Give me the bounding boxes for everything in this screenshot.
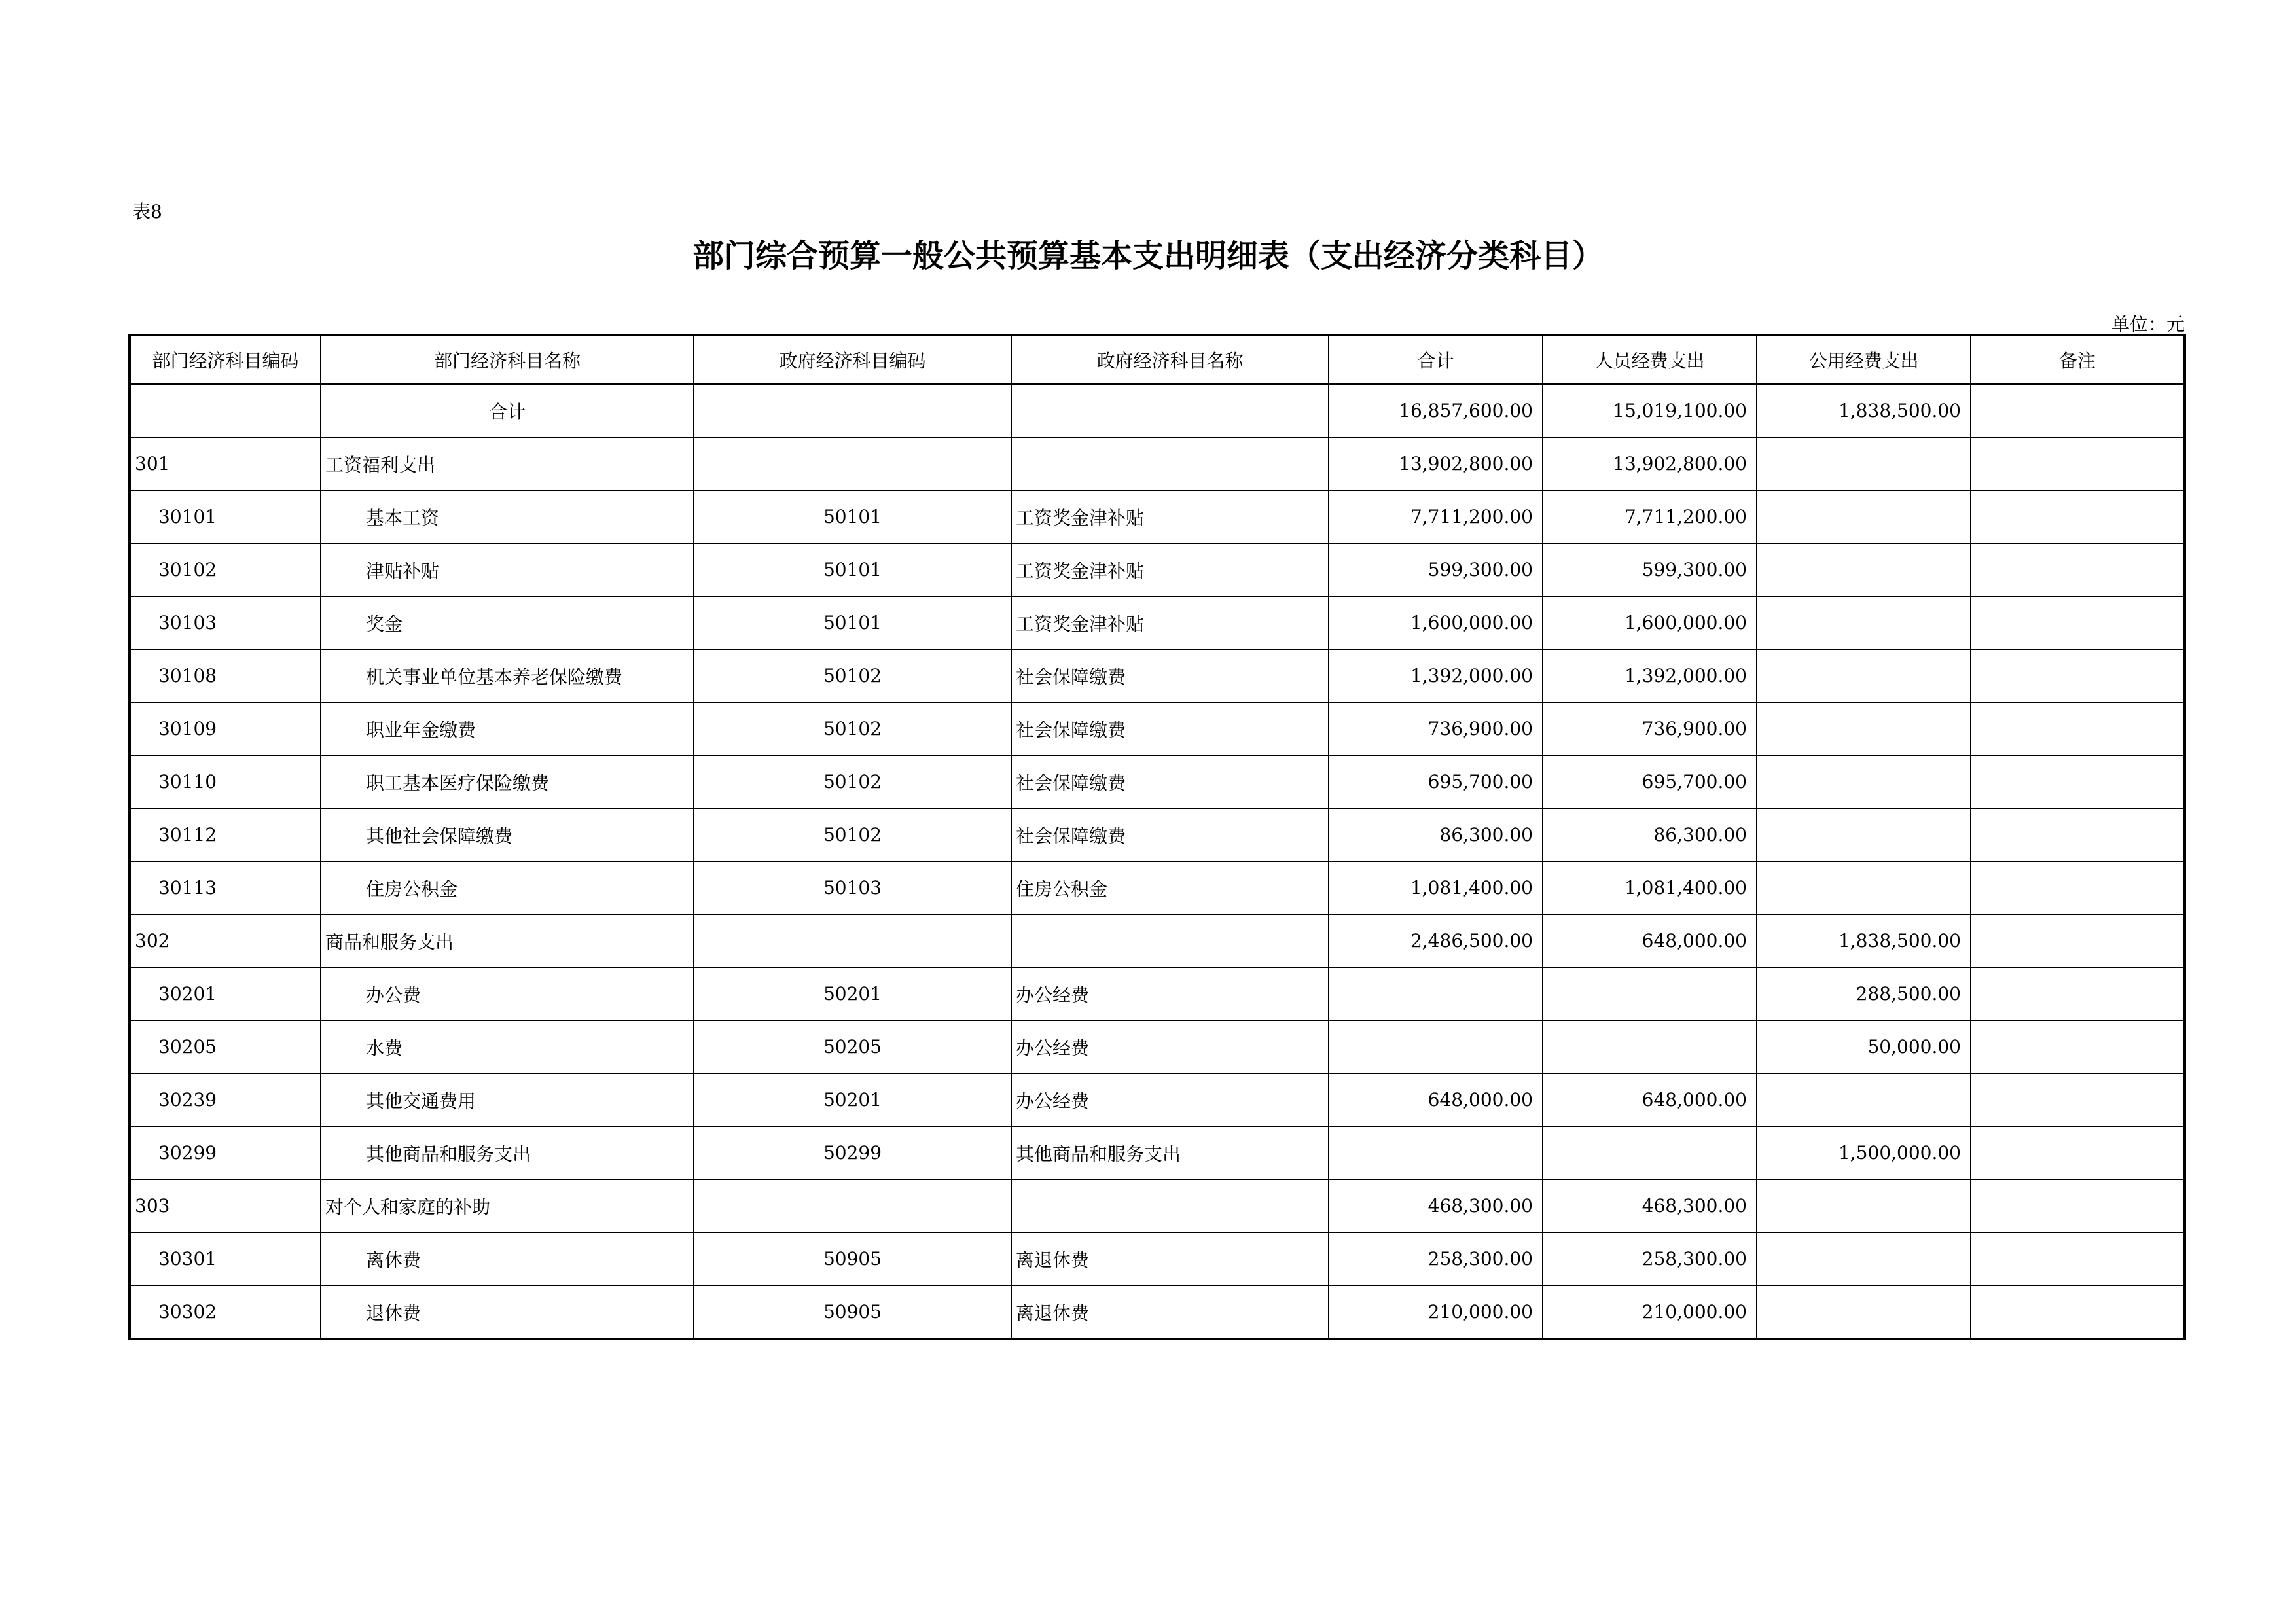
table-row [130,702,2185,755]
cell-dept-name: 办公费 [321,967,694,1020]
table-body [130,384,2185,1339]
cell-note [1971,490,2185,543]
cell-note [1971,755,2185,808]
cell-note [1971,1073,2185,1126]
table-row [130,914,2185,967]
cell-gov-code: 50201 [694,1073,1011,1126]
cell-personnel: 1,600,000.00 [1543,596,1757,649]
cell-note [1971,861,2185,914]
cell-dept-code: 30201 [130,967,321,1020]
table-row [130,808,2185,861]
cell-note [1971,1126,2185,1179]
cell-dept-code: 30299 [130,1126,321,1179]
cell-note [1971,384,2185,437]
header-gov-code: 政府经济科目编码 [694,335,1011,384]
cell-public [1757,649,1971,702]
cell-public: 288,500.00 [1757,967,1971,1020]
cell-gov-code: 50905 [694,1285,1011,1339]
cell-gov-code: 50201 [694,967,1011,1020]
cell-personnel: 13,902,800.00 [1543,437,1757,490]
cell-public [1757,543,1971,596]
cell-personnel: 86,300.00 [1543,808,1757,861]
cell-dept-name: 离休费 [321,1232,694,1285]
cell-total: 258,300.00 [1329,1232,1543,1285]
cell-gov-code: 50905 [694,1232,1011,1285]
table-row [130,755,2185,808]
cell-gov-code [694,914,1011,967]
cell-gov-name: 工资奖金津补贴 [1011,490,1329,543]
cell-note [1971,1232,2185,1285]
cell-personnel: 7,711,200.00 [1543,490,1757,543]
cell-gov-code: 50103 [694,861,1011,914]
cell-dept-name: 合计 [321,384,694,437]
table-label: 表8 [132,201,162,223]
cell-dept-name: 奖金 [321,596,694,649]
cell-gov-name [1011,914,1329,967]
cell-personnel: 468,300.00 [1543,1179,1757,1232]
cell-public [1757,755,1971,808]
cell-public [1757,490,1971,543]
cell-gov-name: 其他商品和服务支出 [1011,1126,1329,1179]
cell-personnel [1543,967,1757,1020]
table-row [130,1285,2185,1339]
cell-dept-code: 30109 [130,702,321,755]
cell-personnel: 736,900.00 [1543,702,1757,755]
cell-total: 13,902,800.00 [1329,437,1543,490]
cell-gov-code [694,1179,1011,1232]
cell-dept-code: 301 [130,437,321,490]
cell-gov-code: 50101 [694,596,1011,649]
cell-gov-name [1011,384,1329,437]
header-note: 备注 [1971,335,2185,384]
cell-gov-code: 50102 [694,755,1011,808]
cell-gov-code: 50205 [694,1020,1011,1073]
header-dept-code: 部门经济科目编码 [130,335,321,384]
cell-dept-name: 机关事业单位基本养老保险缴费 [321,649,694,702]
table-row [130,437,2185,490]
cell-note [1971,967,2185,1020]
cell-gov-code: 50102 [694,649,1011,702]
cell-total: 7,711,200.00 [1329,490,1543,543]
cell-public: 1,838,500.00 [1757,384,1971,437]
cell-total: 1,600,000.00 [1329,596,1543,649]
cell-note [1971,808,2185,861]
cell-dept-code [130,384,321,437]
cell-dept-code: 30103 [130,596,321,649]
table-row [130,1179,2185,1232]
cell-public [1757,808,1971,861]
cell-total: 1,392,000.00 [1329,649,1543,702]
cell-personnel: 1,392,000.00 [1543,649,1757,702]
cell-gov-code: 50101 [694,490,1011,543]
budget-table [128,334,2186,1340]
header-total: 合计 [1329,335,1543,384]
cell-public: 1,500,000.00 [1757,1126,1971,1179]
cell-dept-name: 职工基本医疗保险缴费 [321,755,694,808]
table-row [130,596,2185,649]
table-row [130,649,2185,702]
table-row [130,1232,2185,1285]
header-gov-name: 政府经济科目名称 [1011,335,1329,384]
cell-gov-code: 50101 [694,543,1011,596]
cell-public [1757,702,1971,755]
cell-dept-code: 30110 [130,755,321,808]
cell-public [1757,1073,1971,1126]
table-header-row [130,335,2185,384]
cell-gov-code [694,437,1011,490]
cell-gov-name: 住房公积金 [1011,861,1329,914]
cell-dept-name: 其他社会保障缴费 [321,808,694,861]
cell-note [1971,702,2185,755]
cell-total: 736,900.00 [1329,702,1543,755]
cell-note [1971,1020,2185,1073]
cell-gov-name: 办公经费 [1011,1020,1329,1073]
cell-dept-name: 工资福利支出 [321,437,694,490]
cell-public [1757,1285,1971,1339]
cell-dept-name: 对个人和家庭的补助 [321,1179,694,1232]
table-row [130,1126,2185,1179]
header-dept-name: 部门经济科目名称 [321,335,694,384]
cell-note [1971,649,2185,702]
cell-personnel: 258,300.00 [1543,1232,1757,1285]
cell-gov-name: 办公经费 [1011,1073,1329,1126]
page-title: 部门综合预算一般公共预算基本支出明细表（支出经济分类科目） [692,238,1604,274]
cell-dept-name: 职业年金缴费 [321,702,694,755]
table-row [130,490,2185,543]
cell-gov-name: 社会保障缴费 [1011,808,1329,861]
cell-personnel: 15,019,100.00 [1543,384,1757,437]
cell-total [1329,1020,1543,1073]
cell-gov-code: 50102 [694,702,1011,755]
cell-total: 2,486,500.00 [1329,914,1543,967]
cell-personnel: 648,000.00 [1543,914,1757,967]
cell-note [1971,914,2185,967]
cell-gov-name: 工资奖金津补贴 [1011,596,1329,649]
cell-total: 648,000.00 [1329,1073,1543,1126]
unit-label: 单位：元 [2111,313,2185,335]
table-row [130,861,2185,914]
cell-public [1757,596,1971,649]
cell-dept-name: 水费 [321,1020,694,1073]
cell-gov-name: 社会保障缴费 [1011,755,1329,808]
cell-personnel [1543,1020,1757,1073]
cell-gov-name [1011,437,1329,490]
cell-note [1971,1285,2185,1339]
cell-gov-name: 办公经费 [1011,967,1329,1020]
cell-gov-name: 离退休费 [1011,1285,1329,1339]
cell-dept-code: 30301 [130,1232,321,1285]
cell-public [1757,861,1971,914]
cell-personnel [1543,1126,1757,1179]
cell-personnel: 695,700.00 [1543,755,1757,808]
cell-total: 86,300.00 [1329,808,1543,861]
cell-gov-name: 工资奖金津补贴 [1011,543,1329,596]
cell-total: 599,300.00 [1329,543,1543,596]
table-row [130,1020,2185,1073]
cell-note [1971,543,2185,596]
cell-public: 50,000.00 [1757,1020,1971,1073]
cell-gov-code [694,384,1011,437]
cell-total [1329,967,1543,1020]
cell-public [1757,437,1971,490]
cell-note [1971,596,2185,649]
cell-personnel: 648,000.00 [1543,1073,1757,1126]
cell-gov-name: 社会保障缴费 [1011,649,1329,702]
table-row [130,1073,2185,1126]
cell-public [1757,1232,1971,1285]
cell-personnel: 599,300.00 [1543,543,1757,596]
cell-dept-code: 30239 [130,1073,321,1126]
header-public: 公用经费支出 [1757,335,1971,384]
cell-total: 210,000.00 [1329,1285,1543,1339]
cell-dept-code: 30102 [130,543,321,596]
cell-dept-name: 津贴补贴 [321,543,694,596]
cell-note [1971,437,2185,490]
cell-public: 1,838,500.00 [1757,914,1971,967]
cell-gov-code: 50299 [694,1126,1011,1179]
cell-gov-name [1011,1179,1329,1232]
cell-gov-name: 社会保障缴费 [1011,702,1329,755]
cell-dept-code: 303 [130,1179,321,1232]
cell-dept-name: 其他商品和服务支出 [321,1126,694,1179]
cell-total: 468,300.00 [1329,1179,1543,1232]
cell-total: 1,081,400.00 [1329,861,1543,914]
table-row [130,967,2185,1020]
cell-dept-code: 30112 [130,808,321,861]
cell-dept-code: 30302 [130,1285,321,1339]
cell-public [1757,1179,1971,1232]
header-personnel: 人员经费支出 [1543,335,1757,384]
cell-dept-name: 住房公积金 [321,861,694,914]
cell-dept-name: 其他交通费用 [321,1073,694,1126]
cell-personnel: 1,081,400.00 [1543,861,1757,914]
cell-dept-name: 商品和服务支出 [321,914,694,967]
cell-dept-code: 302 [130,914,321,967]
cell-dept-code: 30108 [130,649,321,702]
cell-dept-code: 30205 [130,1020,321,1073]
cell-note [1971,1179,2185,1232]
cell-total: 695,700.00 [1329,755,1543,808]
cell-dept-code: 30113 [130,861,321,914]
cell-dept-name: 退休费 [321,1285,694,1339]
cell-dept-name: 基本工资 [321,490,694,543]
cell-gov-name: 离退休费 [1011,1232,1329,1285]
cell-gov-code: 50102 [694,808,1011,861]
cell-total: 16,857,600.00 [1329,384,1543,437]
table-row [130,384,2185,437]
cell-dept-code: 30101 [130,490,321,543]
cell-total [1329,1126,1543,1179]
cell-personnel: 210,000.00 [1543,1285,1757,1339]
table-row [130,543,2185,596]
